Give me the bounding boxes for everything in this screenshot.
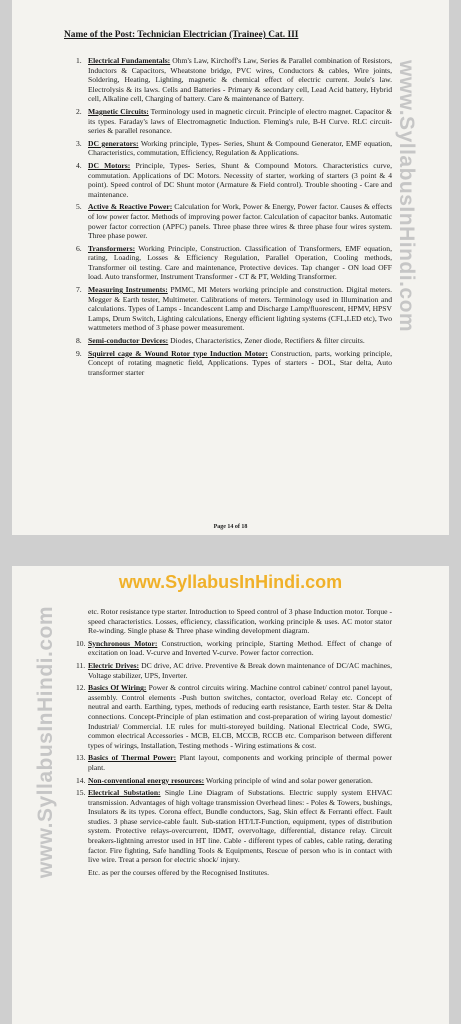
item-heading: Electrical Substation: bbox=[88, 788, 161, 798]
item-heading: Electric Drives: bbox=[88, 660, 140, 670]
item-number: 1. bbox=[76, 56, 82, 65]
item-number: 3. bbox=[76, 138, 82, 148]
item-heading: DC generators: bbox=[88, 138, 139, 148]
item-number: 14. bbox=[76, 775, 86, 785]
item-heading: Active & Reactive Power: bbox=[88, 202, 173, 212]
item-heading: Basics of Thermal Power: bbox=[88, 753, 177, 763]
document-page-1 bbox=[12, 0, 449, 535]
item-number: 11. bbox=[76, 660, 86, 670]
syllabus-list-page-2 bbox=[76, 607, 392, 877]
item-text: DC drive, AC drive. Preventive & Break down maintenance of DC/AC machines, Voltage stabilizer, UPS, Inverter. bbox=[88, 660, 392, 680]
item-text: Principle, Types- Series, Shunt & Compound Motors. Characteristics curve, commutation. Applications of DC Motors. Necessity of starter, working of starters (3 point & 4 point). Speed control of DC Shunt motor (Armature & Field control). Trouble shooting - Care and maintenance. bbox=[88, 160, 392, 199]
item-content bbox=[88, 753, 392, 772]
item-content bbox=[88, 683, 392, 750]
document-page-2 bbox=[12, 566, 449, 1024]
item-content bbox=[88, 776, 392, 786]
post-title: Name of the Post: Technician Electrician (Trainee) Cat. III bbox=[64, 30, 299, 40]
watermark-horizontal: www.SyllabusInHindi.com bbox=[118, 572, 343, 592]
syllabus-item bbox=[76, 683, 392, 750]
watermark-vertical-side: www.SyllabusInHindi.com bbox=[34, 606, 57, 879]
item-heading: Transformers: bbox=[88, 243, 136, 253]
item-number: 12. bbox=[76, 683, 86, 693]
item-text: Single Line Diagram of Substations. Electric supply system EHVAC transmission. Advantages of high voltage transmission Overhead lines: - Poles & Towers, bushings, Insulators & its types. Corona effect, Bundle conductors, Sag, Skin effect & Ferranti effect. Fault studies. 3 phase service-cable fault. Sub-station HT/LT-Function, equipment, types of distribution system. Protective relays-overcurrent, IDMT, overvoltage, differential, distance relay. Circuit breakers-lightning arrestor used in HT line. Cable - different types of cables, cable rating, derating factor. Fire fighting, Safe handling Tools & Equipments, Rescue of person who is in contact with live wire. Treat a person for electric shock/ injury. bbox=[88, 788, 392, 865]
item-content bbox=[88, 107, 392, 136]
item-content bbox=[88, 285, 392, 333]
syllabus-item bbox=[76, 753, 392, 772]
item-content bbox=[88, 139, 392, 158]
item-text: Working principle of wind and solar power generation. bbox=[204, 775, 373, 785]
item-number: 13. bbox=[76, 753, 86, 763]
item-content bbox=[88, 56, 392, 104]
item-heading: Magnetic Circuits: bbox=[88, 106, 149, 116]
item-heading: DC Motors: bbox=[88, 160, 131, 170]
item-heading: Non-conventional energy resources: bbox=[88, 775, 205, 785]
syllabus-item bbox=[76, 776, 392, 786]
syllabus-item bbox=[76, 56, 392, 104]
item-text: Terminology used in magnetic circuit. Principle of electro magnet. Capacitor & its types. Faraday's laws of Electromagnetic Induction. Fleming's rule, B-H Curve. RLC circuit- series & parallel resonance. bbox=[88, 106, 393, 136]
syllabus-item bbox=[76, 202, 392, 240]
item-text: Ohm's Law, Kirchoff's Law, Series & Parallel combination of Resistors, Inductors & Capacitors, Wheatstone bridge, PVC wires, Conductors & cables, Wire joints, Soldering, Heating, Lighting, magnetic & chemical effect of electric current. Joule's law. Electrolysis & its laws. Cells and Batteries - Primary & secondary cell, Lead Acid battery, Hybrid cell, Alkaline cell, Charging of battery. Care & maintenance of Battery. bbox=[88, 56, 393, 104]
page-number: Page 14 of 18 bbox=[213, 524, 248, 530]
item-heading: Squirrel cage & Wound Rotor type Induction Motor: bbox=[88, 348, 268, 358]
closing-note: Etc. as per the courses offered by the Recognised Institutes. bbox=[88, 867, 270, 877]
watermark-vertical: www.SyllabusInHindi.com bbox=[395, 60, 418, 333]
syllabus-item bbox=[76, 639, 392, 658]
item-heading: Electrical Fundamentals: bbox=[88, 56, 171, 65]
item-heading: Synchronous Motor: bbox=[88, 638, 158, 648]
item-number: 10. bbox=[76, 638, 86, 648]
item-heading: Measuring Instruments: bbox=[88, 285, 168, 295]
item-text: Construction, working principle, Starting Method. Effect of change of excitation on load. V-curve and Inverted V-curve. Power factor correction. bbox=[88, 638, 393, 658]
syllabus-item bbox=[76, 107, 392, 136]
item-text: PMMC, MI Meters working principle and construction. Digital meters. Megger & Earth tester, Multimeter. Calibrations of meters. Terminology used in Illumination and calculations. Types of Lamps - Incandescent Lamp and Discharge Lamp/fluorescent, HPMV, HPSV Lamps, Drum Switch, Lighting calculations, Energy efficient lighting systems (CFL,LED etc), Two wattmeters method of 3 phase power measurement. bbox=[88, 285, 393, 333]
item-text: Construction, parts, working principle, Concept of rotating magnetic field, Applications. Types of starters - DOL, Star delta, Auto transformer starter bbox=[88, 348, 392, 377]
item-number: 4. bbox=[76, 160, 82, 170]
item-heading: Basics Of Wiring: bbox=[88, 683, 147, 693]
syllabus-item bbox=[76, 788, 392, 865]
item-content bbox=[88, 788, 392, 865]
item-content bbox=[88, 336, 392, 346]
syllabus-item bbox=[76, 336, 392, 346]
item-text: Working principle, Types- Series, Shunt & Compound Generator, EMF equation, Characteristics, commutation, Efficiency, Regulation & Applications. bbox=[88, 138, 392, 158]
syllabus-item bbox=[76, 161, 392, 199]
item-number: 8. bbox=[76, 336, 82, 346]
syllabus-item bbox=[76, 244, 392, 282]
item-number: 7. bbox=[76, 285, 82, 295]
item-content bbox=[88, 202, 392, 240]
item-text: Working Principle, Construction. Classification of Transformers, EMF equation, rating, Loading, Losses & Efficiency Regulation, Parallel Operation, Cooling methods, Transformer oil testing. Care and maintenance, Protective devices. Tap changer - ON load OFF load. Auto transformer, Instrument Transformer - CT & PT, Welding Transformer. bbox=[88, 243, 392, 282]
item-content bbox=[88, 161, 392, 199]
continued-text: etc. Rotor resistance type starter. Introduction to Speed control of 3 phase Induction motor. Torque - speed characteristics. Losses, efficiency, classification, working principle & uses. AC motor stator Re-winding. Single phase & Three phase winding development diagram. bbox=[88, 607, 392, 636]
item-text: Power & control circuits wiring. Machine control cabinet/ control panel layout, assembly. Control elements -Push button switches, contactor, overload Relay etc. Concept of neutral and earth. Earthing, types, methods of reducing earth resistance, Earth tester. Star & Delta connections. Concept-Principle of plan estimation and cost-preparation of wiring layout domestic/ Industrial/ Commercial. I.E rules for multi-storeyed building. National Electrical Code, SWG, common electrical Accessories - MCB, ELCB, MCCB, RCCB etc. Comparison between different types of wirings, Installation, Testing methods - Wiring estimations & cost. bbox=[88, 683, 392, 750]
syllabus-item bbox=[76, 285, 392, 333]
item-content bbox=[88, 244, 392, 282]
item-text: Diodes, Characteristics, Zener diode, Rectifiers & filter circuits. bbox=[168, 336, 365, 346]
syllabus-item bbox=[76, 139, 392, 158]
item-heading: Semi-conductor Devices: bbox=[88, 336, 169, 346]
item-number: 6. bbox=[76, 243, 82, 253]
item-number: 9. bbox=[76, 348, 82, 358]
item-content bbox=[88, 349, 392, 378]
syllabus-item bbox=[76, 661, 392, 680]
item-number: 2. bbox=[76, 106, 82, 116]
item-number: 5. bbox=[76, 202, 82, 212]
item-content bbox=[88, 661, 392, 680]
syllabus-list-page-1 bbox=[76, 56, 392, 380]
syllabus-item bbox=[76, 349, 392, 378]
item-number: 15. bbox=[76, 788, 86, 798]
item-text: Calculation for Work, Power & Energy, Power factor. Causes & effects of low power factor. Methods of improving power factor. Calculation of capacitor banks. Automatic power factor correction (APFC) panels. Three phase three wires & three phase four wires system. Three phase power. bbox=[88, 202, 392, 241]
item-content bbox=[88, 639, 392, 658]
item-text: Plant layout, components and working principle of thermal power plant. bbox=[88, 753, 392, 772]
